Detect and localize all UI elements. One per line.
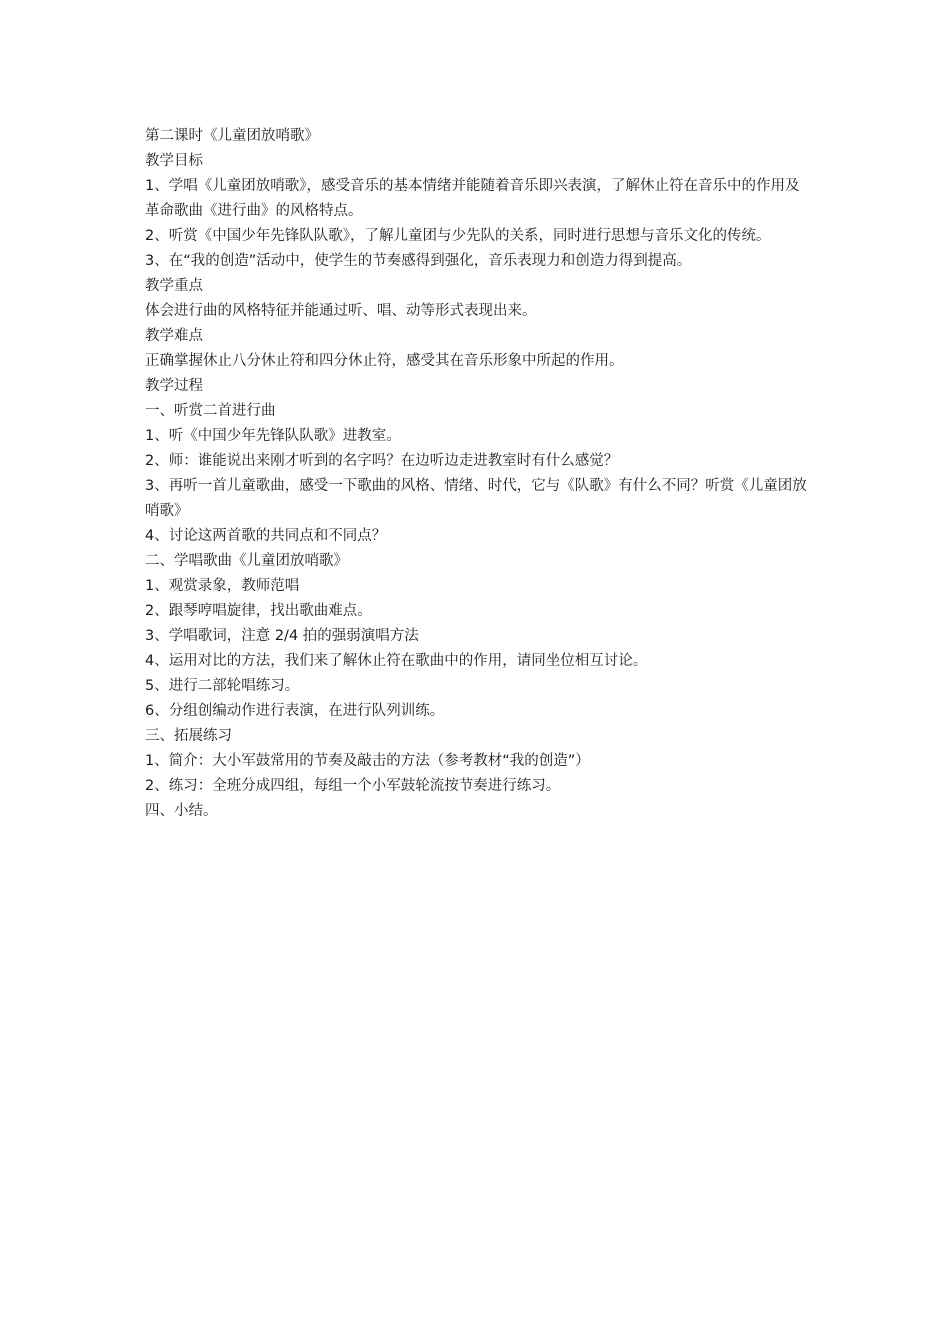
key-points-text: 体会进行曲的风格特征并能通过听、唱、动等形式表现出来。 xyxy=(145,303,537,319)
list-item: 2、练习：全班分成四组，每组一个小军鼓轮流按节奏进行练习。 xyxy=(145,778,561,794)
section-4-heading: 四、小结。 xyxy=(145,803,218,819)
list-item: 2、跟琴哼唱旋律，找出歌曲难点。 xyxy=(145,603,372,619)
list-item: 5、进行二部轮唱练习。 xyxy=(145,678,300,694)
document-body xyxy=(145,124,813,824)
goal-item-1: 1、学唱《儿童团放哨歌》，感受音乐的基本情绪并能随着音乐即兴表演，了解休止符在音乐中的作用及革命歌曲《进行曲》的风格特点。 xyxy=(145,178,800,219)
list-item: 4、讨论这两首歌的共同点和不同点？ xyxy=(145,528,387,544)
difficulty-text: 正确掌握休止八分休止符和四分休止符，感受其在音乐形象中所起的作用。 xyxy=(145,353,624,369)
process-heading: 教学过程 xyxy=(145,378,203,394)
list-item: 6、分组创编动作进行表演，在进行队列训练。 xyxy=(145,703,445,719)
list-item: 4、运用对比的方法，我们来了解休止符在歌曲中的作用，请同坐位相互讨论。 xyxy=(145,653,648,669)
section-3-heading: 三、拓展练习 xyxy=(145,728,232,744)
list-item: 2、师：谁能说出来刚才听到的名字吗？在边听边走进教室时有什么感觉？ xyxy=(145,453,619,469)
list-item: 3、再听一首儿童歌曲，感受一下歌曲的风格、情绪、时代，它与《队歌》有什么不同？听赏《儿童团放哨歌》 xyxy=(145,478,807,519)
difficulty-heading: 教学难点 xyxy=(145,328,203,344)
key-points-heading: 教学重点 xyxy=(145,278,203,294)
list-item: 1、简介：大小军鼓常用的节奏及敲击的方法（参考教材“我的创造”） xyxy=(145,753,590,769)
list-item: 1、听《中国少年先锋队队歌》进教室。 xyxy=(145,428,401,444)
goal-item-3: 3、在“我的创造”活动中，使学生的节奏感得到强化，音乐表现力和创造力得到提高。 xyxy=(145,253,692,269)
lesson-title: 第二课时《儿童团放哨歌》 xyxy=(145,128,319,144)
goal-item-2: 2、听赏《中国少年先锋队队歌》，了解儿童团与少先队的关系，同时进行思想与音乐文化的传统。 xyxy=(145,228,771,244)
list-item: 1、观赏录象，教师范唱 xyxy=(145,578,300,594)
section-2-heading: 二、学唱歌曲《儿童团放哨歌》 xyxy=(145,553,348,569)
goals-heading: 教学目标 xyxy=(145,153,203,169)
section-1-heading: 一、听赏二首进行曲 xyxy=(145,403,276,419)
list-item: 3、学唱歌词，注意 2/4 拍的强弱演唱方法 xyxy=(145,628,419,644)
